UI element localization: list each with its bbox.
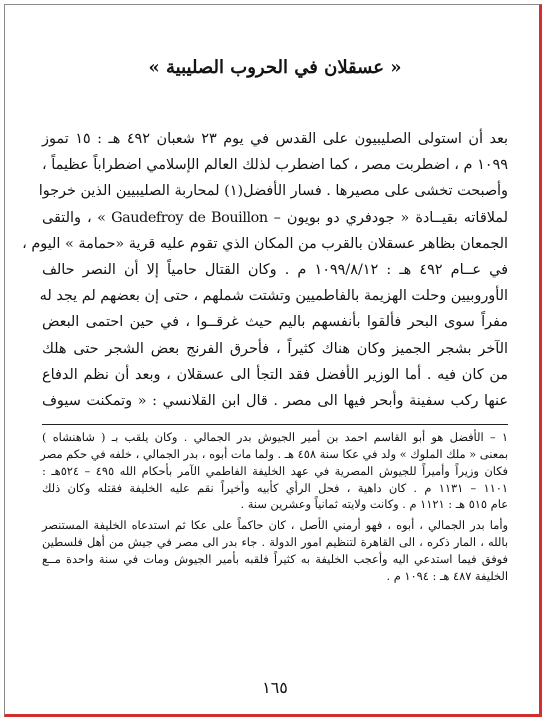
footnote-line: فوفق فيما استدعي اليه وأعجب الخليفة به كثيراً فلقبه بأمير الجيوش ومات في سنة واحدة مــع — [42, 551, 508, 566]
page-title: « عسقلان في الحروب الصليبية » — [148, 57, 402, 78]
footnote-line: فكان وزيراً وأميراً للجيوش المصرية في عهد الخليفة الفاطمي الآمر بأحكام الله ٤٩٥ – ٥٢٤هـ : — [42, 463, 508, 478]
body-line: وأصبحت تخشى على مصيرها . فسار الأفضل(١) لمحاربة الصليبيين الذين خرجوا — [38, 183, 508, 200]
body-line: عنها ركب سفينة وأبحر فيها الى مصر . قال ابن القلانسي : « وتمكنت سيوف — [42, 393, 508, 410]
body-line: ١٠٩٩ م ، اضطربت مصر ، كما اضطرب لذلك العالم الإسلامي اضطراباً عظيماً ، — [42, 157, 508, 174]
footnote-line: وأما بدر الجمالي ، أبوه ، فهو أرمني الأصل ، كان حاكماً على عكا ثم استدعاه الخليفة المستنصر — [42, 518, 508, 533]
footnote-line: عام ٥١٥ هـ : ١١٢١ م . وكانت ولايته ثمانياً وعشرين سنة . — [240, 497, 508, 512]
footnote-separator — [42, 424, 508, 425]
footnote-line: بمعنى « ملك الملوك » ولد في عكا سنة ٤٥٨ هـ . ولما مات أبوه ، بدر الجمالي ، خلفه في حكم مصر — [40, 447, 508, 462]
footnotes — [42, 429, 508, 584]
footnote-line: الخليفة ٤٨٧ هـ : ١٠٩٤ م . — [386, 568, 508, 583]
page-number: ١٦٥ — [262, 678, 288, 697]
body-line: مفراً سوى البحر فألقوا بأنفسهم باليم حيث غرقــوا ، في حين احتمى البعض — [42, 314, 508, 331]
body-line: الآخر بشجر الجميز وكان هناك كثيراً ، فأحرق الفرنج بعض الشجر حتى هلك — [42, 340, 508, 357]
body-line: من كان فيه . أما الوزير الأفضل فقد التجأ الى عسقلان ، وبعد أن نظم الدفاع — [42, 366, 508, 383]
body-line: بعد أن استولى الصليبيون على القدس في يوم ٢٣ شعبان ٤٩٢ هـ : ١٥ تموز — [42, 131, 508, 147]
body-line: لملاقاته بقيــادة « جودفري دو بويون – Gaudefroy de Bouillon » ، والتقى — [42, 209, 508, 226]
footnote-line: ١ – الأفضل هو أبو القاسم احمد بن أمير الجيوش بدر الجمالي . وكان يلقب بـ ( شاهنشاه ) — [42, 430, 508, 445]
body-line: في عــام ٤٩٢ هـ : ١٠٩٩/٨/١٢ م . وكان القتال حامياً إلا أن النصر حالف — [42, 262, 508, 279]
footnote-line: بالله ، المار ذكره ، الى القاهرة لتنظيم امور الدولة . جاء بدر الى مصر في جيش من أهل فلسطين — [42, 535, 508, 550]
body-line: الأوروبيين وحلت الهزيمة بالفاطميين وتشتت شملهم ، حتى إن بعضهم لم يجد له — [39, 288, 508, 305]
footnote-line: ١١٠١ – ١١٣١ م . كان داهية ، فحل الرأي كأبيه وأخيراً نقم عليه الخليفة فقتله وكان ذلك — [42, 480, 508, 495]
document-page — [22, 56, 508, 584]
body-line: الجمعان بظاهر عسقلان بالقرب من المكان الذي تقوم عليه قرية «حمامة » اليوم ، — [22, 235, 508, 252]
body-text — [22, 126, 508, 414]
